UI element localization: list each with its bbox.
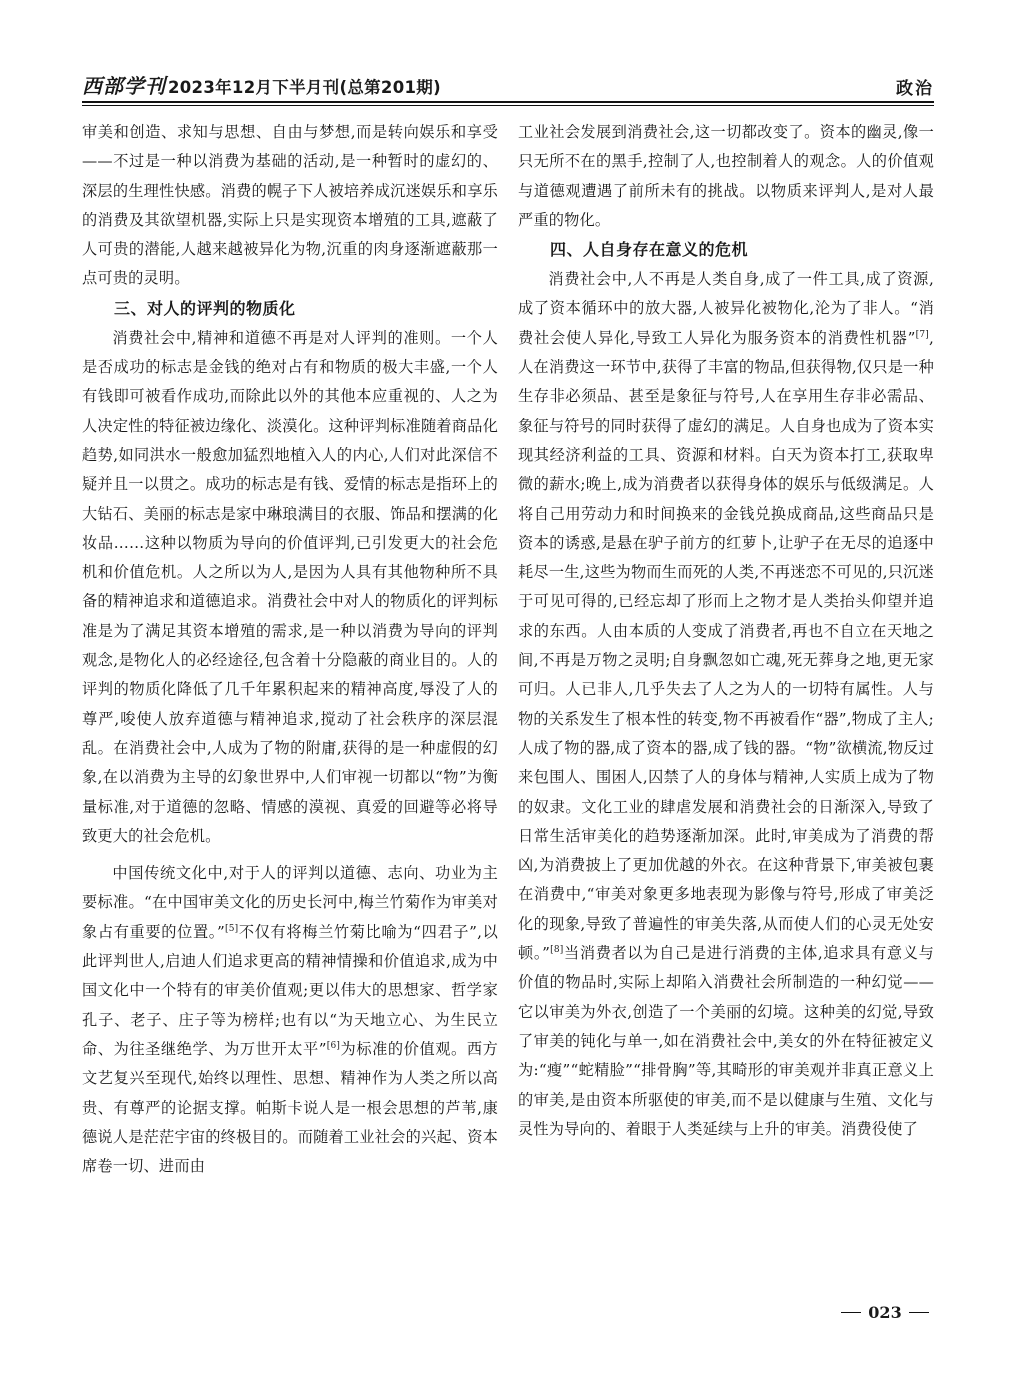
paragraph-gap <box>82 851 498 859</box>
section-tag: 政治 <box>896 79 934 99</box>
citation-ref: [6] <box>326 1040 341 1051</box>
paragraph-text: 消费社会中,人不再是人类自身,成了一件工具,成了资源,成了资本循环中的放大器,人被异化被物化,沦为了非人。“消费社会使人异化,导致工人异化为服务资本的消费性机器” <box>518 270 934 347</box>
folio-dash-left <box>841 1312 861 1313</box>
paragraph-text: 不仅有将梅兰竹菊比喻为“四君子”,以此评判世人,启迪人们追求更高的精神情操和价值追求,成为中国文化中一个特有的审美价值观;更以伟大的思想家、哲学家孔子、老子、庄子等为榜样;也有以“为天地立心、为生民立命、为往圣继绝学、为万世开太平” <box>82 922 498 1058</box>
section-heading-4: 四、人自身存在意义的危机 <box>550 240 749 260</box>
journal-logo: 西部学刊 <box>82 74 166 98</box>
citation-ref: [5] <box>225 923 239 934</box>
right-column <box>518 118 934 1144</box>
paragraph-with-citations <box>82 859 498 1181</box>
page-footer <box>834 1300 936 1324</box>
running-header <box>82 69 934 99</box>
citation-ref: [7] <box>915 329 929 340</box>
journal-info <box>82 70 441 99</box>
paragraph-text: 当消费者以为自己是进行消费的主体,追求具有意义与价值的物品时,实际上却陷入消费社会所制造的一种幻觉——它以审美为外衣,创造了一个美丽的幻境。这种美的幻觉,导致了审美的钝化与单一,如在消费社会中,美女的外在特征被定义为:“瘦”“蛇精脸”“排骨胸”等,其畸形的审美观并非真正意义上的审美,是由资本所驱使的审美,而不是以健康与生殖、文化与灵性为导向的、着眼于人类延续与上升的审美。消费役使了 <box>518 944 934 1138</box>
paragraph-continued: 工业社会发展到消费社会,这一切都改变了。资本的幽灵,像一只无所不在的黑手,控制了人,也控制着人的观念。人的价值观与道德观遭遇了前所未有的挑战。以物质来评判人,是对人最严重的物化。 <box>518 123 934 229</box>
paragraph-with-citations <box>518 265 934 1144</box>
issue-info: 2023年12月下半月刊(总第201期) <box>168 78 441 97</box>
page-number: 023 <box>868 1302 902 1322</box>
folio-dash-right <box>909 1312 929 1313</box>
left-column <box>82 118 498 1181</box>
paragraph-text: ,人在消费这一环节中,获得了丰富的物品,但获得物,仅只是一种生存非必须品、甚至是象征与符号,人在享用生存非必需品、象征与符号的同时获得了虚幻的满足。人自身也成为了资本实现其经济利益的工具、资源和材料。白天为资本打工,获取卑微的薪水;晚上,成为消费者以获得身体的娱乐与低级满足。人将自己用劳动力和时间换来的金钱兑换成商品,这些商品只是资本的诱惑,是悬在驴子前方的红萝卜,让驴子在无尽的追逐中耗尽一生,这些为物而生而死的人类,不再迷恋不可见的,只沉迷于可见可得的,已经忘却了形而上之物才是人类抬头仰望并追求的东西。人由本质的人变成了消费者,再也不自立在天地之间,不再是万物之灵明;自身飘忽如亡魂,死无葬身之地,更无家可归。人已非人,几乎失去了人之为人的一切特有属性。人与物的关系发生了根本性的转变,物不再被看作“器”,物成了主人;人成了物的器,成了资本的器,成了钱的器。“物”欲横流,物反过来包围人、围困人,囚禁了人的身体与精神,人实质上成为了物的奴隶。文化工业的肆虐发展和消费社会的日渐深入,导致了日常生活审美化的趋势逐渐加深。此时,审美成为了消费的帮凶,为消费披上了更加优越的外衣。在这种背景下,审美被包裹在消费中,“审美对象更多地表现为影像与符号,形成了审美泛化的现象,导致了普遍性的审美失落,从而使人们的心灵无处安顿。” <box>518 328 934 963</box>
paragraph-text: 为标准的价值观。西方文艺复兴至现代,始终以理性、思想、精神作为人类之所以高贵、有尊严的论据支撑。帕斯卡说人是一根会思想的芦苇,康德说人是茫茫宇宙的终极目的。而随着工业社会的兴起、资本席卷一切、进而由 <box>82 1039 499 1176</box>
paragraph-text: 中国传统文化中,对于人的评判以道德、志向、功业为主要标准。“在中国审美文化的历史长河中,梅兰竹菊作为审美对象占有重要的位置。” <box>82 864 498 941</box>
paragraph-continued: 审美和创造、求知与思想、自由与梦想,而是转向娱乐和享受——不过是一种以消费为基础的活动,是一种暂时的虚幻的、深层的生理性快感。消费的幌子下人被培养成沉迷娱乐和享乐的消费及其欲望机器,实际上只是实现资本增殖的工具,遮蔽了人可贵的潜能,人越来越被异化为物,沉重的肉身逐渐遮蔽那一点可贵的灵明。 <box>82 123 498 288</box>
section-heading-3: 三、对人的评判的物质化 <box>114 298 296 318</box>
citation-ref: [8] <box>550 944 564 955</box>
header-rule-thin <box>82 105 934 106</box>
header-rule-thick <box>82 101 934 103</box>
paragraph: 消费社会中,精神和道德不再是对人评判的准则。一个人是否成功的标志是金钱的绝对占有和物质的极大丰盛,一个人有钱即可被看作成功,而除此以外的其他本应重视的、人之为人决定性的特征被边缘化、淡漠化。这种评判标准随着商品化趋势,如同洪水一般愈加猛烈地植入人的内心,人们对此深信不疑并且一以贯之。成功的标志是有钱、爱情的标志是指环上的大钻石、美丽的标志是家中琳琅满目的衣服、饰品和摆满的化妆品……这种以物质为导向的价值评判,已引发更大的社会危机和价值危机。人之所以为人,是因为人具有其他物种所不具备的精神追求和道德追求。消费社会中对人的物质化的评判标准是为了满足其资本增殖的需求,是一种以消费为导向的评判观念,是物化人的必经途径,包含着十分隐蔽的商业目的。人的评判的物质化降低了几千年累积起来的精神高度,辱没了人的尊严,唆使人放弃道德与精神追求,搅动了社会秩序的深层混乱。在消费社会中,人成为了物的附庸,获得的是一种虚假的幻象,在以消费为主导的幻象世界中,人们审视一切都以“物”为衡量标准,对于道德的忽略、情感的漠视、真爱的回避等必将导致更大的社会危机。 <box>82 328 498 845</box>
